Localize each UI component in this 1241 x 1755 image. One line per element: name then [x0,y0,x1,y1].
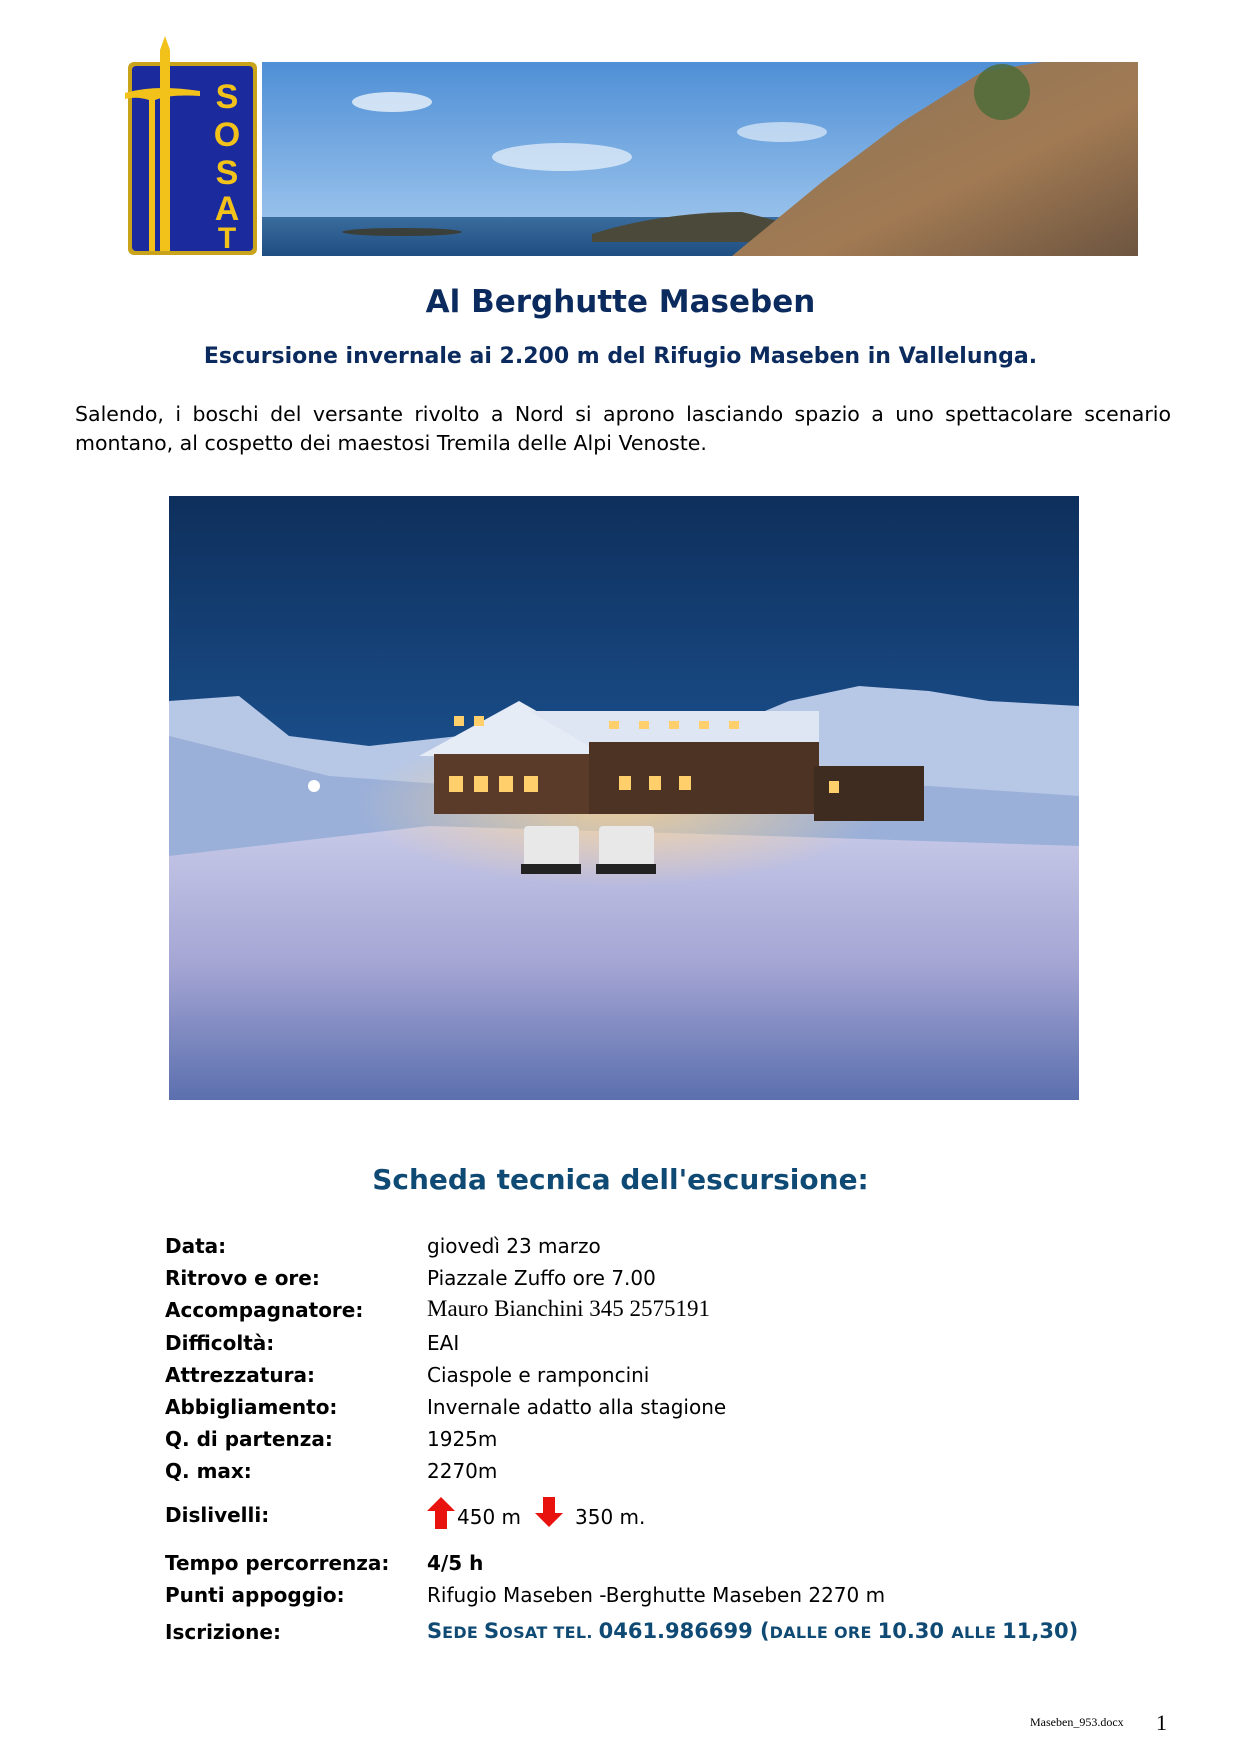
text-part: 10.30 [877,1619,952,1643]
row-label: Dislivelli: [165,1503,270,1527]
row-value: Ciaspole e ramponcini [427,1363,650,1387]
text-part: ALLE [951,1623,1003,1642]
sheet-row-ritrovo [165,1266,1125,1298]
text-part: OSAT [499,1623,554,1642]
page-number: 1 [1156,1710,1167,1735]
row-label: Attrezzatura: [165,1363,315,1387]
sheet-row-iscrizione [165,1620,1125,1652]
arrow-up-icon [427,1497,455,1529]
row-label: Difficoltà: [165,1331,275,1355]
sheet-row-dislivelli [165,1500,1125,1540]
footer-filename: Maseben_953.docx [1030,1715,1124,1729]
sheet-row-quota-max [165,1459,1125,1491]
svg-text:T: T [217,222,237,255]
row-value: 2270m [427,1459,498,1483]
refuge-photo [169,496,1079,1100]
sheet-row-data [165,1234,1125,1266]
svg-text:S: S [215,154,239,192]
row-value: EAI [427,1331,460,1355]
row-label: Ritrovo e ore: [165,1266,320,1290]
row-label: Q. di partenza: [165,1427,333,1451]
row-value: Invernale adatto alla stagione [427,1395,727,1419]
row-label: Data: [165,1234,227,1258]
registration-contact [427,1619,1078,1643]
page-title: Al Berghutte Maseben [425,284,816,320]
row-label: Punti appoggio: [165,1583,345,1607]
sheet-row-tempo [165,1551,1125,1583]
row-label: Accompagnatore: [165,1298,364,1322]
page-subtitle: Escursione invernale ai 2.200 m del Rifugio Maseben in Vallelunga. [203,344,1038,369]
text-part: TEL. [553,1623,599,1642]
row-value: Piazzale Zuffo ore 7.00 [427,1266,656,1290]
row-label: Abbigliamento: [165,1395,338,1419]
sheet-row-accompagnatore [165,1298,1125,1330]
intro-paragraph: Salendo, i boschi del versante rivolto a Nord si aprono lasciando spazio a uno spettacolare scenario montano, al cospetto dei maestosi Tremila delle Alpi Venoste. [75,402,1171,455]
row-value: 4/5 h [427,1551,484,1575]
text-part: S [427,1619,443,1643]
sheet-row-difficolta [165,1331,1125,1363]
row-label: Tempo percorrenza: [165,1551,390,1575]
text-part: 11,30) [1002,1619,1079,1643]
row-value: Rifugio Maseben -Berghutte Maseben 2270 m [427,1583,886,1607]
sosat-logo [125,36,260,258]
text-part: EDE [442,1623,485,1642]
svg-text:A: A [214,190,240,228]
elevation-gain: 450 m [457,1505,522,1529]
row-label: Iscrizione: [165,1620,281,1644]
text-part: 0461.986699 ( [598,1619,770,1643]
svg-text:O: O [213,116,241,154]
text-part: S [484,1619,500,1643]
sheet-row-attrezzatura [165,1363,1125,1395]
sheet-row-abbigliamento [165,1395,1125,1427]
row-value: Mauro Bianchini 345 2575191 [427,1296,710,1321]
row-value: giovedì 23 marzo [427,1234,601,1258]
technical-sheet-title: Scheda tecnica dell'escursione: [372,1163,869,1196]
row-value: 1925m [427,1427,498,1451]
arrow-down-icon [535,1497,563,1529]
sheet-row-quota-partenza [165,1427,1125,1459]
header-banner-image [262,62,1138,256]
row-value [427,1497,645,1529]
text-part: DALLE ORE [769,1623,878,1642]
logo-letter: S [215,78,239,116]
row-label: Q. max: [165,1459,252,1483]
sheet-row-punti-appoggio [165,1583,1125,1615]
elevation-loss: 350 m. [575,1505,646,1529]
